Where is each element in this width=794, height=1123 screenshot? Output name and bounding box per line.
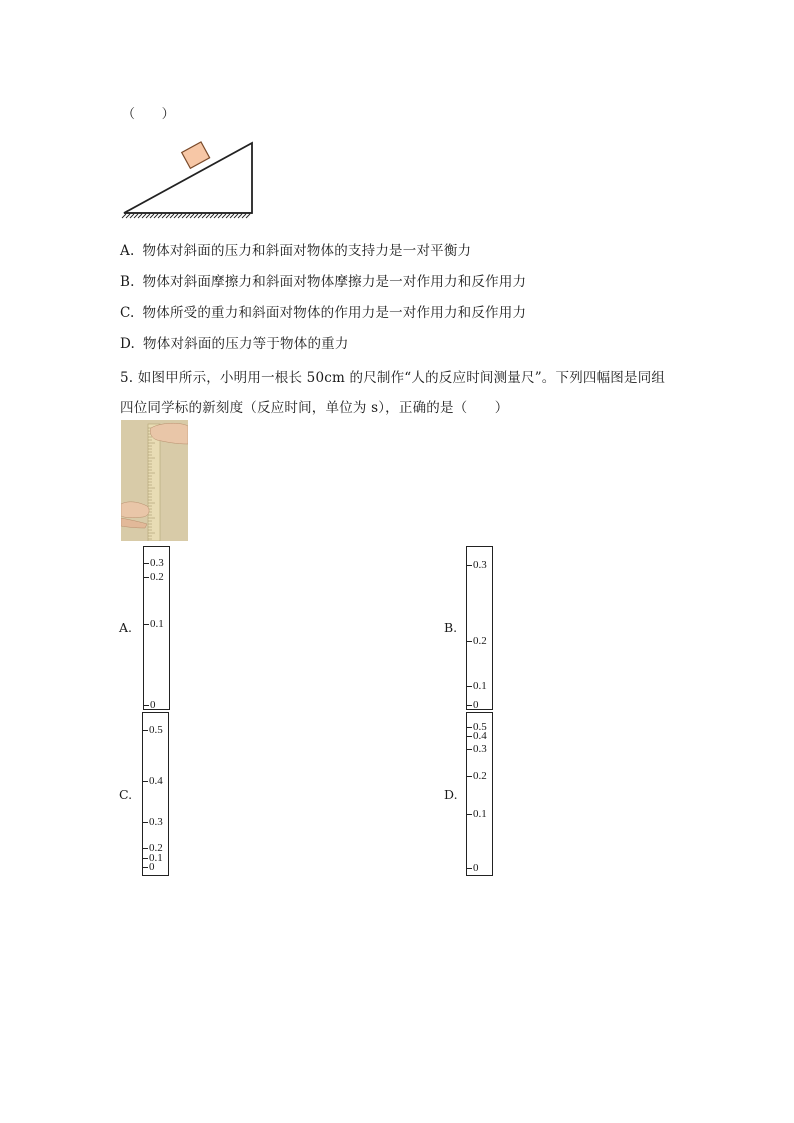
ruler-photo <box>121 420 188 541</box>
ruler-tick <box>143 730 148 731</box>
q5-stem-line-2: 四位同学标的新刻度（反应时间，单位为 s），正确的是（ ） <box>120 400 509 416</box>
ruler-option-letter: D. <box>444 787 458 802</box>
incline-plane-diagram <box>118 140 258 220</box>
question-blank-parentheses: （ ） <box>122 107 175 122</box>
ruler-tick-label: 0.3 <box>473 559 487 571</box>
q4-option-letter: A. <box>120 243 135 259</box>
q4-option <box>120 270 526 290</box>
q4-option <box>120 239 471 259</box>
ruler-tick <box>143 822 148 823</box>
q4-option-text: 物体对斜面摩擦力和斜面对物体摩擦力是一对作用力和反作用力 <box>142 274 527 290</box>
ruler-tick <box>467 776 472 777</box>
ruler-tick-label: 0.4 <box>149 775 163 787</box>
ruler-tick-label: 0.2 <box>473 635 487 647</box>
ruler-tick <box>143 781 148 782</box>
ruler-tick-label: 0.3 <box>149 816 163 828</box>
ruler-tick-label: 0 <box>150 699 156 711</box>
ruler-tick-label: 0 <box>473 862 479 874</box>
ruler-option-letter: B. <box>444 620 458 635</box>
q4-option <box>120 332 349 352</box>
ruler-tick-label: 0.2 <box>473 770 487 782</box>
ruler-tick-label: 0.1 <box>473 808 487 820</box>
ruler-tick <box>144 705 149 706</box>
q4-option-text: 物体对斜面的压力和斜面对物体的支持力是一对平衡力 <box>142 243 472 259</box>
ruler-tick-label: 0 <box>149 861 155 873</box>
ruler-tick <box>467 868 472 869</box>
block-on-incline <box>182 142 210 168</box>
ruler-tick <box>144 563 149 564</box>
ruler-tick <box>143 858 148 859</box>
ruler-tick-label: 0.1 <box>473 680 487 692</box>
ruler-tick <box>467 565 472 566</box>
q4-option-text: 物体所受的重力和斜面对物体的作用力是一对作用力和反作用力 <box>142 305 527 321</box>
ruler-tick-label: 0.5 <box>149 724 163 736</box>
ruler-tick <box>467 749 472 750</box>
ruler-tick-label: 0.1 <box>150 618 164 630</box>
ruler-tick <box>467 814 472 815</box>
q4-option-letter: C. <box>120 305 135 321</box>
ruler-tick <box>144 577 149 578</box>
ruler-option-letter: A. <box>119 620 133 635</box>
ruler-tick <box>467 641 472 642</box>
ruler-tick-label: 0.2 <box>150 571 164 583</box>
time-scale-ruler <box>142 712 169 876</box>
q4-option <box>120 301 526 321</box>
ruler-tick <box>467 686 472 687</box>
ruler-tick-label: 0.3 <box>473 743 487 755</box>
q4-option-letter: D. <box>120 336 136 352</box>
ruler-tick-label: 0.5 <box>473 721 487 733</box>
q4-option-letter: B. <box>120 274 135 290</box>
ruler-tick <box>467 727 472 728</box>
ruler-photo-illustration <box>121 420 188 541</box>
q5-stem-line-1: 5. 如图甲所示，小明用一根长 50cm 的尺制作“人的反应时间测量尺”。下列四幅图是同组 <box>120 370 666 386</box>
time-scale-ruler <box>466 546 493 710</box>
ruler-tick-label: 0.3 <box>150 557 164 569</box>
ruler-tick-label: 0.2 <box>149 842 163 854</box>
ruler-tick-label: 0.4 <box>473 730 487 742</box>
ruler-tick <box>467 736 472 737</box>
ruler-tick <box>144 624 149 625</box>
ruler-tick <box>143 867 148 868</box>
ruler-tick-label: 0 <box>473 699 479 711</box>
ruler-option-letter: C. <box>119 787 133 802</box>
time-scale-ruler <box>466 712 493 876</box>
time-scale-ruler <box>143 546 170 710</box>
q4-option-text: 物体对斜面的压力等于物体的重力 <box>143 336 349 352</box>
ruler-tick-label: 0.1 <box>149 852 163 864</box>
ruler-tick <box>467 705 472 706</box>
ruler-tick <box>143 848 148 849</box>
